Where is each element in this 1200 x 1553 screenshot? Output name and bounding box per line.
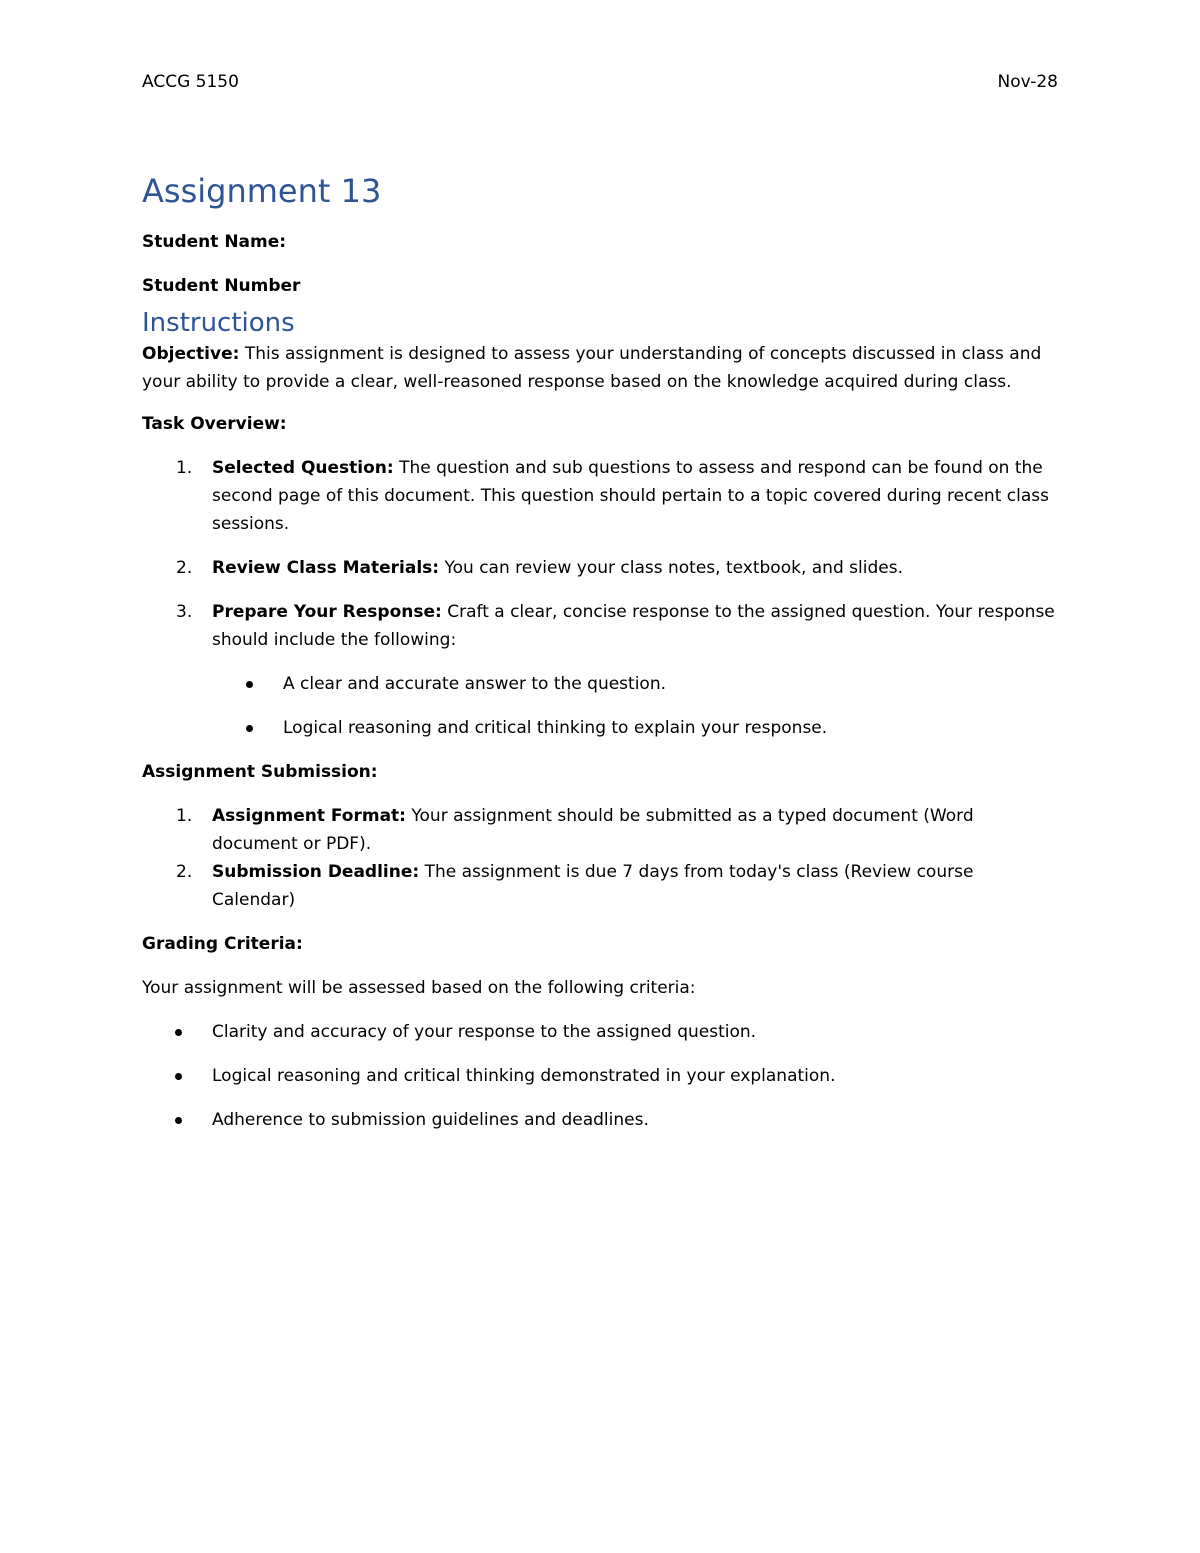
objective-label: Objective: [142,344,240,364]
student-name-label: Student Name: [142,232,287,252]
bullet-icon [246,725,253,732]
bullet-text: Adherence to submission guidelines and deadlines. [212,1110,649,1130]
list-number: 3. [176,602,193,622]
item-label: Review Class Materials: [212,558,440,578]
item-label: Prepare Your Response: [212,602,442,622]
task-overview-heading: Task Overview: [142,414,287,434]
bullet-icon [175,1029,182,1036]
list-item [142,1062,1058,1090]
list-item [142,1018,1058,1046]
page-header [142,72,1058,96]
grading-heading: Grading Criteria: [142,934,303,954]
bullet-text: Clarity and accuracy of your response to the assigned question. [212,1022,757,1042]
document-body [142,168,1058,1150]
list-item [142,454,1058,538]
item-text: Your assignment should be submitted as a typed document (Word document or PDF). [212,806,974,854]
bullet-icon [175,1073,182,1080]
list-item [142,858,1058,914]
list-number: 1. [176,458,193,478]
item-label: Assignment Format: [212,806,406,826]
list-item [142,670,1058,698]
student-number-label: Student Number [142,276,301,296]
page-title: Assignment 13 [142,172,382,210]
list-item [142,598,1058,654]
response-requirements-list [142,670,1058,742]
objective-text: This assignment is designed to assess your understanding of concepts discussed in class and your ability to provide a clear, well-reasoned response based on the knowledge acquired during class. [142,344,1042,392]
item-label: Selected Question: [212,458,394,478]
item-text: Craft a clear, concise response to the assigned question. Your response should include the following: [212,602,1055,650]
list-item [142,714,1058,742]
item-text: The question and sub questions to assess and respond can be found on the second page of this document. This question should pertain to a topic covered during recent class sessions. [212,458,1049,534]
list-number: 2. [176,862,193,882]
grading-intro: Your assignment will be assessed based on the following criteria: [142,978,696,998]
submission-list [142,802,1058,914]
list-item [142,554,1058,582]
item-text: The assignment is due 7 days from today's class (Review course Calendar) [212,862,974,910]
task-overview-list [142,454,1058,654]
bullet-icon [175,1117,182,1124]
course-code: ACCG 5150 [142,72,239,92]
list-number: 1. [176,806,193,826]
list-item [142,1106,1058,1134]
objective-paragraph [142,340,1058,396]
instructions-heading: Instructions [142,308,295,338]
submission-heading: Assignment Submission: [142,762,378,782]
item-text: You can review your class notes, textbook, and slides. [439,558,903,578]
item-label: Submission Deadline: [212,862,420,882]
header-date: Nov-28 [997,72,1058,92]
list-number: 2. [176,558,193,578]
bullet-text: Logical reasoning and critical thinking demonstrated in your explanation. [212,1066,836,1086]
bullet-text: Logical reasoning and critical thinking to explain your response. [283,718,828,738]
list-item [142,802,1058,858]
bullet-text: A clear and accurate answer to the question. [283,674,667,694]
grading-criteria-list [142,1018,1058,1134]
bullet-icon [246,681,253,688]
